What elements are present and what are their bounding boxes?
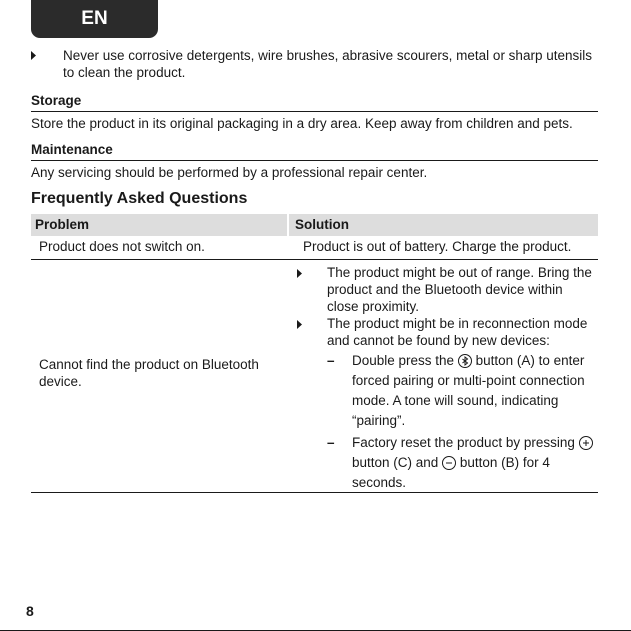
language-label: EN: [81, 8, 108, 29]
solution-bullet: [295, 264, 595, 315]
storage-heading: Storage: [31, 92, 598, 112]
solution-dash-item: [295, 433, 595, 493]
maintenance-heading: Maintenance: [31, 141, 598, 161]
faq-title: Frequently Asked Questions: [31, 190, 248, 207]
solution-cell: [295, 264, 595, 493]
table-header-row: [31, 214, 598, 236]
problem-cell: Cannot find the product on Bluetooth device.: [39, 357, 259, 389]
solution-dash-item: [295, 351, 595, 431]
solution-bullet-text: The product might be in reconnection mode and cannot be found by new devices:: [327, 316, 588, 348]
column-header-problem: Problem: [31, 214, 289, 236]
dash-text: button (C) and: [352, 455, 439, 470]
solution-bullet: [295, 315, 595, 349]
dash-text: button (A) to enter forced pairing or multi-point connection mode. A tone will sound, indicating “pairing”.: [352, 353, 585, 428]
solution-bullet-text: The product might be out of range. Bring the product and the Bluetooth device within close proximity.: [327, 265, 592, 314]
column-header-solution: Solution: [295, 217, 349, 232]
table-row: [31, 260, 598, 493]
bluetooth-button-icon: [458, 354, 472, 368]
problem-cell: Product does not switch on.: [39, 239, 205, 254]
dash-text: Double press the: [352, 353, 455, 368]
dash-marker: –: [327, 353, 335, 368]
bullet-marker: [297, 269, 302, 278]
table-row: [31, 236, 598, 260]
faq-table: [31, 214, 598, 493]
plus-button-icon: [579, 436, 593, 450]
bullet-marker: [297, 320, 302, 329]
page-number: 8: [26, 603, 34, 619]
minus-button-icon: [442, 456, 456, 470]
storage-text: Store the product in its original packaging in a dry area. Keep away from children and pets.: [31, 116, 573, 131]
bullet-marker: [31, 51, 36, 60]
dash-marker: –: [327, 435, 335, 450]
intro-bullet: [31, 47, 601, 81]
language-tab: [31, 0, 158, 38]
maintenance-text: Any servicing should be performed by a professional repair center.: [31, 165, 428, 180]
solution-cell: Product is out of battery. Charge the product.: [303, 239, 572, 254]
intro-bullet-text: Never use corrosive detergents, wire brushes, abrasive scourers, metal or sharp utensils to clean the product.: [63, 48, 592, 80]
dash-text: button (B) for 4 seconds.: [352, 455, 550, 490]
dash-text: Factory reset the product by pressing: [352, 435, 575, 450]
